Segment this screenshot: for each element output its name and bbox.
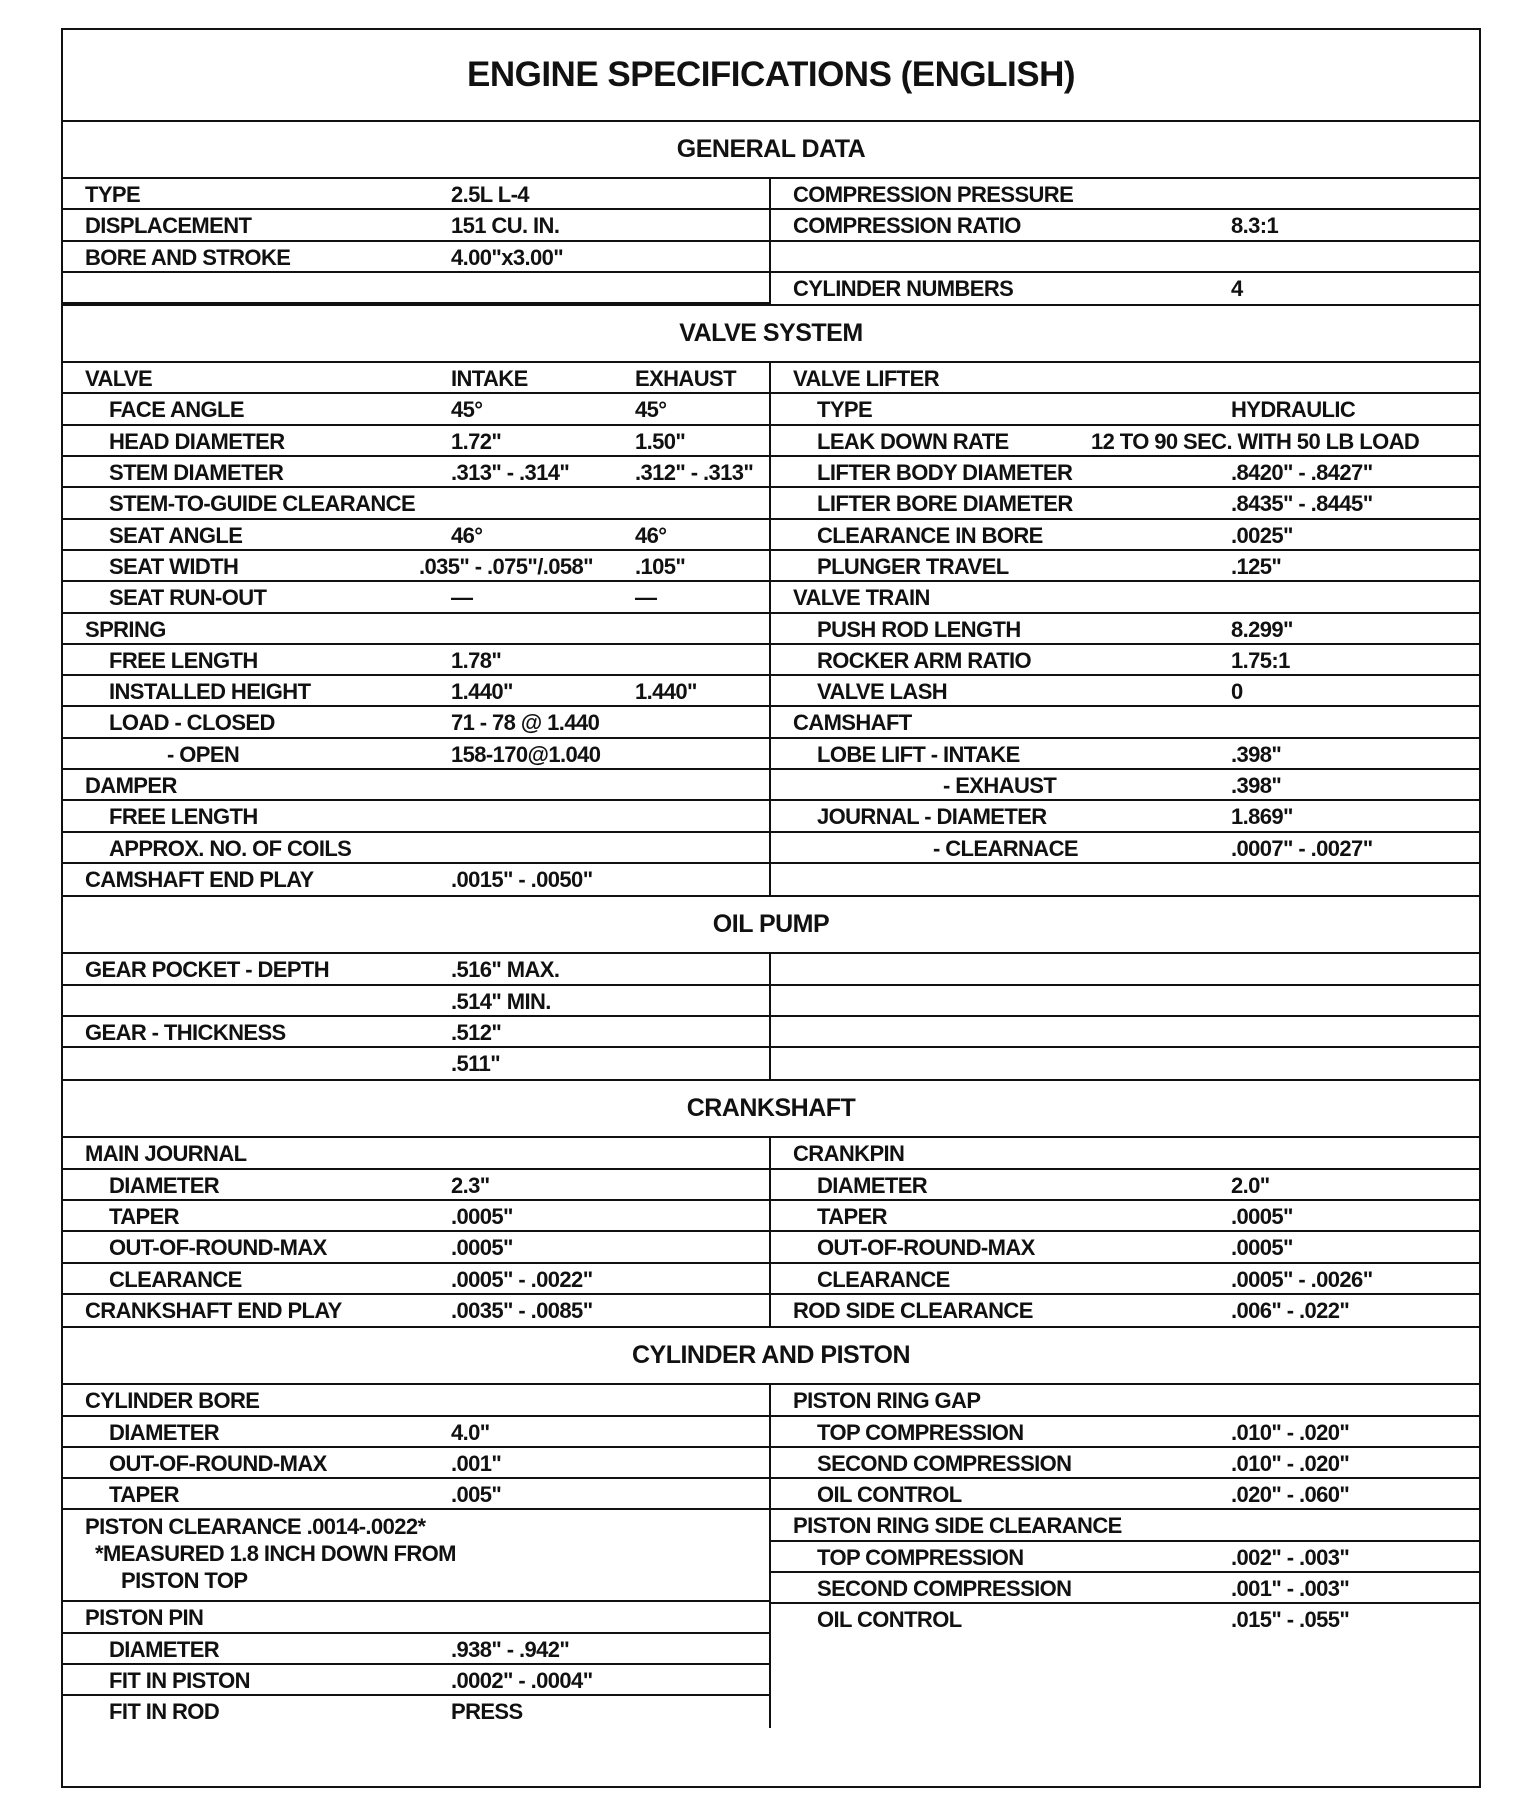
table-row bbox=[63, 986, 769, 1017]
cylinder-left-column bbox=[63, 1385, 771, 1727]
row-label: LOBE LIFT - INTAKE bbox=[817, 741, 1020, 767]
section-title: CYLINDER AND PISTON bbox=[631, 1341, 911, 1370]
table-row bbox=[771, 676, 1479, 707]
row-value-2: 1.440" bbox=[635, 679, 697, 705]
row-label: JOURNAL - DIAMETER bbox=[817, 804, 1047, 830]
table-row bbox=[771, 551, 1479, 582]
row-value: 8.299" bbox=[1231, 616, 1293, 642]
table-row bbox=[771, 1604, 1479, 1635]
row-label: VALVE LASH bbox=[817, 679, 948, 705]
row-value: 0 bbox=[1231, 679, 1243, 705]
table-row bbox=[63, 645, 769, 676]
row-value: 4.0" bbox=[451, 1419, 490, 1445]
note-line: *MEASURED 1.8 INCH DOWN FROM bbox=[95, 1541, 456, 1567]
general-data-section bbox=[63, 122, 1479, 304]
table-row bbox=[63, 1017, 769, 1048]
table-row bbox=[63, 770, 769, 801]
row-label: SEAT WIDTH bbox=[109, 553, 239, 579]
row-value: 2.5L L-4 bbox=[451, 182, 529, 207]
valve-right-column bbox=[771, 363, 1479, 895]
oil-pump-section bbox=[63, 895, 1479, 1079]
row-value: .0035" - .0085" bbox=[451, 1297, 593, 1323]
table-row bbox=[771, 739, 1479, 770]
row-label: OIL CONTROL bbox=[817, 1482, 962, 1508]
table-row bbox=[63, 273, 769, 304]
row-label: TAPER bbox=[109, 1482, 179, 1508]
table-row bbox=[63, 1602, 769, 1633]
table-row bbox=[771, 1417, 1479, 1448]
row-label: CYLINDER BORE bbox=[85, 1388, 260, 1414]
row-value: .8420" - .8427" bbox=[1231, 460, 1373, 486]
row-value: .0005" bbox=[1231, 1204, 1293, 1230]
table-row bbox=[63, 707, 769, 738]
note-line: PISTON CLEARANCE .0014-.0022* bbox=[85, 1514, 426, 1540]
table-row bbox=[63, 1417, 769, 1448]
row-value: 2.0" bbox=[1231, 1172, 1270, 1198]
table-row bbox=[771, 614, 1479, 645]
row-label: CLEARANCE bbox=[817, 1266, 950, 1292]
row-value: .313" - .314" bbox=[451, 460, 570, 486]
row-label: STEM-TO-GUIDE CLEARANCE bbox=[109, 491, 416, 517]
row-value: .010" - .020" bbox=[1231, 1450, 1350, 1476]
table-row bbox=[771, 645, 1479, 676]
table-row bbox=[63, 1138, 769, 1169]
spec-sheet bbox=[61, 28, 1481, 1788]
row-label: ROCKER ARM RATIO bbox=[817, 647, 1032, 673]
table-row bbox=[63, 1448, 769, 1479]
row-label: OUT-OF-ROUND-MAX bbox=[109, 1450, 327, 1476]
crankshaft-left-column bbox=[63, 1138, 771, 1326]
piston-clearance-note bbox=[63, 1510, 769, 1602]
row-label: ROD SIDE CLEARANCE bbox=[793, 1297, 1033, 1323]
row-label: VALVE bbox=[85, 366, 153, 392]
table-row bbox=[63, 954, 769, 985]
valve-left-column bbox=[63, 363, 771, 895]
cylinder-piston-section bbox=[63, 1326, 1479, 1727]
table-row bbox=[63, 1201, 769, 1232]
row-label: LIFTER BORE DIAMETER bbox=[817, 491, 1073, 517]
table-row bbox=[771, 457, 1479, 488]
row-label: FREE LENGTH bbox=[109, 647, 258, 673]
row-value: 46° bbox=[451, 522, 483, 548]
table-row bbox=[63, 551, 769, 582]
row-label: GEAR POCKET - DEPTH bbox=[85, 957, 330, 983]
general-right-column bbox=[771, 179, 1479, 304]
table-row bbox=[63, 1479, 769, 1510]
table-row bbox=[771, 1264, 1479, 1295]
table-row bbox=[771, 394, 1479, 425]
table-row bbox=[771, 1232, 1479, 1263]
cylinder-right-column bbox=[771, 1385, 1479, 1727]
table-row bbox=[771, 210, 1479, 241]
row-label: PLUNGER TRAVEL bbox=[817, 553, 1009, 579]
table-row bbox=[63, 1696, 769, 1727]
table-row bbox=[771, 707, 1479, 738]
row-value-2: EXHAUST bbox=[635, 366, 736, 392]
row-value: .0025" bbox=[1231, 522, 1293, 548]
row-label: - OPEN bbox=[167, 741, 240, 767]
row-value: 4.00"x3.00" bbox=[451, 244, 564, 270]
row-value: .0005" bbox=[1231, 1235, 1293, 1261]
table-row bbox=[771, 833, 1479, 864]
row-label: GEAR - THICKNESS bbox=[85, 1019, 286, 1045]
row-label: DISPLACEMENT bbox=[85, 213, 252, 239]
row-value: .002" - .003" bbox=[1231, 1544, 1350, 1570]
table-row bbox=[63, 1048, 769, 1079]
row-label: TYPE bbox=[817, 397, 873, 423]
row-value: .001" bbox=[451, 1450, 502, 1476]
row-label: SEAT RUN-OUT bbox=[109, 585, 267, 611]
row-label: MAIN JOURNAL bbox=[85, 1141, 247, 1167]
table-row bbox=[771, 1385, 1479, 1416]
row-value-2: 45° bbox=[635, 397, 667, 423]
row-value: 1.869" bbox=[1231, 804, 1293, 830]
table-row bbox=[771, 1201, 1479, 1232]
section-title: GENERAL DATA bbox=[676, 135, 866, 163]
oil-pump-right-column bbox=[771, 954, 1479, 1079]
row-value: .8435" - .8445" bbox=[1231, 491, 1373, 517]
row-label: CAMSHAFT bbox=[793, 710, 912, 736]
crankshaft-section bbox=[63, 1079, 1479, 1326]
row-value: .516" MAX. bbox=[451, 957, 560, 983]
row-value-2: .105" bbox=[635, 553, 686, 579]
table-row bbox=[771, 242, 1479, 273]
row-label: PUSH ROD LENGTH bbox=[817, 616, 1021, 642]
table-row bbox=[63, 614, 769, 645]
row-value: 4 bbox=[1231, 275, 1243, 301]
row-label: - CLEARNACE bbox=[933, 835, 1078, 861]
row-value: .005" bbox=[451, 1482, 502, 1508]
row-label: CRANKSHAFT END PLAY bbox=[85, 1297, 342, 1323]
row-value: .010" - .020" bbox=[1231, 1419, 1350, 1445]
table-row bbox=[63, 1232, 769, 1263]
row-label: DIAMETER bbox=[109, 1419, 220, 1445]
row-value: PRESS bbox=[451, 1699, 523, 1725]
table-row bbox=[63, 676, 769, 707]
row-value: .125" bbox=[1231, 553, 1282, 579]
table-row bbox=[63, 457, 769, 488]
row-label: OUT-OF-ROUND-MAX bbox=[817, 1235, 1035, 1261]
table-row bbox=[63, 833, 769, 864]
table-row bbox=[771, 1510, 1479, 1541]
row-value: 151 CU. IN. bbox=[451, 213, 560, 239]
table-row bbox=[771, 954, 1479, 985]
row-label: CAMSHAFT END PLAY bbox=[85, 866, 314, 892]
row-value: .035" - .075"/.058" bbox=[419, 553, 594, 579]
row-label: TOP COMPRESSION bbox=[817, 1419, 1024, 1445]
row-label: DAMPER bbox=[85, 773, 177, 799]
page-title: ENGINE SPECIFICATIONS (ENGLISH) bbox=[63, 30, 1479, 122]
row-value: .0002" - .0004" bbox=[451, 1667, 593, 1693]
table-row bbox=[63, 1634, 769, 1665]
row-value: 1.72" bbox=[451, 428, 502, 454]
row-value: .020" - .060" bbox=[1231, 1482, 1350, 1508]
section-title: OIL PUMP bbox=[712, 910, 830, 939]
row-label: SECOND COMPRESSION bbox=[817, 1450, 1072, 1476]
row-label: STEM DIAMETER bbox=[109, 460, 284, 486]
row-label: LIFTER BODY DIAMETER bbox=[817, 460, 1073, 486]
row-label: TYPE bbox=[85, 182, 141, 207]
row-value: .938" - .942" bbox=[451, 1636, 570, 1662]
row-value: .398" bbox=[1231, 741, 1282, 767]
table-row bbox=[771, 488, 1479, 519]
general-left-column bbox=[63, 179, 771, 304]
table-row bbox=[63, 801, 769, 832]
row-label: HEAD DIAMETER bbox=[109, 428, 285, 454]
row-value: 158-170@1.040 bbox=[451, 741, 601, 767]
row-label: TOP COMPRESSION bbox=[817, 1544, 1024, 1570]
row-value: 1.75:1 bbox=[1231, 647, 1290, 673]
table-row bbox=[63, 582, 769, 613]
table-row bbox=[771, 864, 1479, 895]
row-value-2: 46° bbox=[635, 522, 667, 548]
row-value: .0015" - .0050" bbox=[451, 866, 593, 892]
row-label: FREE LENGTH bbox=[109, 804, 258, 830]
table-row bbox=[771, 363, 1479, 394]
row-value: .512" bbox=[451, 1019, 502, 1045]
row-label: DIAMETER bbox=[817, 1172, 928, 1198]
table-row bbox=[771, 986, 1479, 1017]
table-row bbox=[771, 1573, 1479, 1604]
table-row bbox=[63, 242, 769, 273]
row-value: .514" MIN. bbox=[451, 988, 551, 1014]
table-row bbox=[63, 520, 769, 551]
row-value: INTAKE bbox=[451, 366, 528, 392]
row-label: DIAMETER bbox=[109, 1172, 220, 1198]
row-label: VALVE LIFTER bbox=[793, 366, 939, 392]
row-label: CRANKPIN bbox=[793, 1141, 905, 1167]
row-label: VALVE TRAIN bbox=[793, 585, 930, 611]
table-row bbox=[63, 210, 769, 241]
table-row bbox=[771, 1138, 1479, 1169]
row-label: PISTON PIN bbox=[85, 1605, 204, 1631]
table-row bbox=[771, 1295, 1479, 1326]
table-row bbox=[63, 1385, 769, 1416]
row-value-2: .312" - .313" bbox=[635, 460, 754, 486]
note-line: PISTON TOP bbox=[121, 1568, 248, 1594]
row-value: .015" - .055" bbox=[1231, 1607, 1350, 1633]
table-row bbox=[771, 1048, 1479, 1079]
row-label: PISTON RING SIDE CLEARANCE bbox=[793, 1513, 1122, 1539]
row-label: SPRING bbox=[85, 616, 166, 642]
row-label: OUT-OF-ROUND-MAX bbox=[109, 1235, 327, 1261]
row-label: CLEARANCE bbox=[109, 1266, 242, 1292]
section-title: CRANKSHAFT bbox=[686, 1094, 856, 1123]
row-label: SECOND COMPRESSION bbox=[817, 1575, 1072, 1601]
table-row bbox=[63, 1170, 769, 1201]
table-row bbox=[771, 520, 1479, 551]
row-value: .0005" - .0026" bbox=[1231, 1266, 1373, 1292]
table-row bbox=[771, 179, 1479, 210]
table-row bbox=[771, 273, 1479, 304]
table-row bbox=[771, 1542, 1479, 1573]
row-value-2: — bbox=[635, 585, 657, 611]
table-row bbox=[63, 1295, 769, 1326]
row-value: — bbox=[451, 585, 473, 611]
row-label: PISTON RING GAP bbox=[793, 1388, 981, 1414]
row-label: OIL CONTROL bbox=[817, 1607, 962, 1633]
table-row bbox=[63, 179, 769, 210]
row-value: 1.440" bbox=[451, 679, 513, 705]
table-row bbox=[771, 426, 1479, 457]
row-value: HYDRAULIC bbox=[1231, 397, 1356, 423]
row-label: CLEARANCE IN BORE bbox=[817, 522, 1043, 548]
table-row bbox=[63, 1665, 769, 1696]
table-row bbox=[771, 801, 1479, 832]
row-label: INSTALLED HEIGHT bbox=[109, 679, 311, 705]
row-label: LEAK DOWN RATE bbox=[817, 428, 1009, 454]
table-row bbox=[771, 1448, 1479, 1479]
row-value: .0005" - .0022" bbox=[451, 1266, 593, 1292]
row-label: APPROX. NO. OF COILS bbox=[109, 835, 352, 861]
row-value: 12 TO 90 SEC. WITH 50 LB LOAD bbox=[1091, 428, 1420, 454]
row-value: 2.3" bbox=[451, 1172, 490, 1198]
row-label: DIAMETER bbox=[109, 1636, 220, 1662]
row-value: .511" bbox=[451, 1051, 501, 1077]
table-row bbox=[63, 739, 769, 770]
row-label: CYLINDER NUMBERS bbox=[793, 275, 1014, 301]
row-label: BORE AND STROKE bbox=[85, 244, 291, 270]
table-row bbox=[771, 582, 1479, 613]
row-value: 8.3:1 bbox=[1231, 213, 1279, 239]
row-value-2: 1.50" bbox=[635, 428, 686, 454]
table-row bbox=[771, 1170, 1479, 1201]
row-value: .001" - .003" bbox=[1231, 1575, 1350, 1601]
row-label: COMPRESSION RATIO bbox=[793, 213, 1021, 239]
valve-system-section bbox=[63, 304, 1479, 895]
row-label: SEAT ANGLE bbox=[109, 522, 243, 548]
table-row bbox=[771, 770, 1479, 801]
row-value: 1.78" bbox=[451, 647, 502, 673]
row-label: LOAD - CLOSED bbox=[109, 710, 275, 736]
row-label: TAPER bbox=[817, 1204, 887, 1230]
table-row bbox=[771, 1479, 1479, 1510]
table-row bbox=[63, 488, 769, 519]
row-label: FIT IN ROD bbox=[109, 1699, 220, 1725]
table-row bbox=[63, 426, 769, 457]
table-row bbox=[63, 394, 769, 425]
table-row bbox=[63, 1264, 769, 1295]
row-value: 45° bbox=[451, 397, 483, 423]
row-label: - EXHAUST bbox=[943, 773, 1057, 799]
row-value: .0007" - .0027" bbox=[1231, 835, 1373, 861]
row-label: FIT IN PISTON bbox=[109, 1667, 250, 1693]
table-row bbox=[771, 1017, 1479, 1048]
row-value: .006" - .022" bbox=[1231, 1297, 1350, 1323]
oil-pump-left-column bbox=[63, 954, 771, 1079]
row-value: 71 - 78 @ 1.440 bbox=[451, 710, 600, 736]
section-title: VALVE SYSTEM bbox=[679, 319, 863, 348]
row-value: .398" bbox=[1231, 773, 1282, 799]
table-row bbox=[63, 864, 769, 895]
row-value: .0005" bbox=[451, 1204, 513, 1230]
row-label: FACE ANGLE bbox=[109, 397, 244, 423]
table-row bbox=[63, 363, 769, 394]
crankshaft-right-column bbox=[771, 1138, 1479, 1326]
row-value: .0005" bbox=[451, 1235, 513, 1261]
row-label: COMPRESSION PRESSURE bbox=[793, 182, 1074, 207]
row-label: TAPER bbox=[109, 1204, 179, 1230]
